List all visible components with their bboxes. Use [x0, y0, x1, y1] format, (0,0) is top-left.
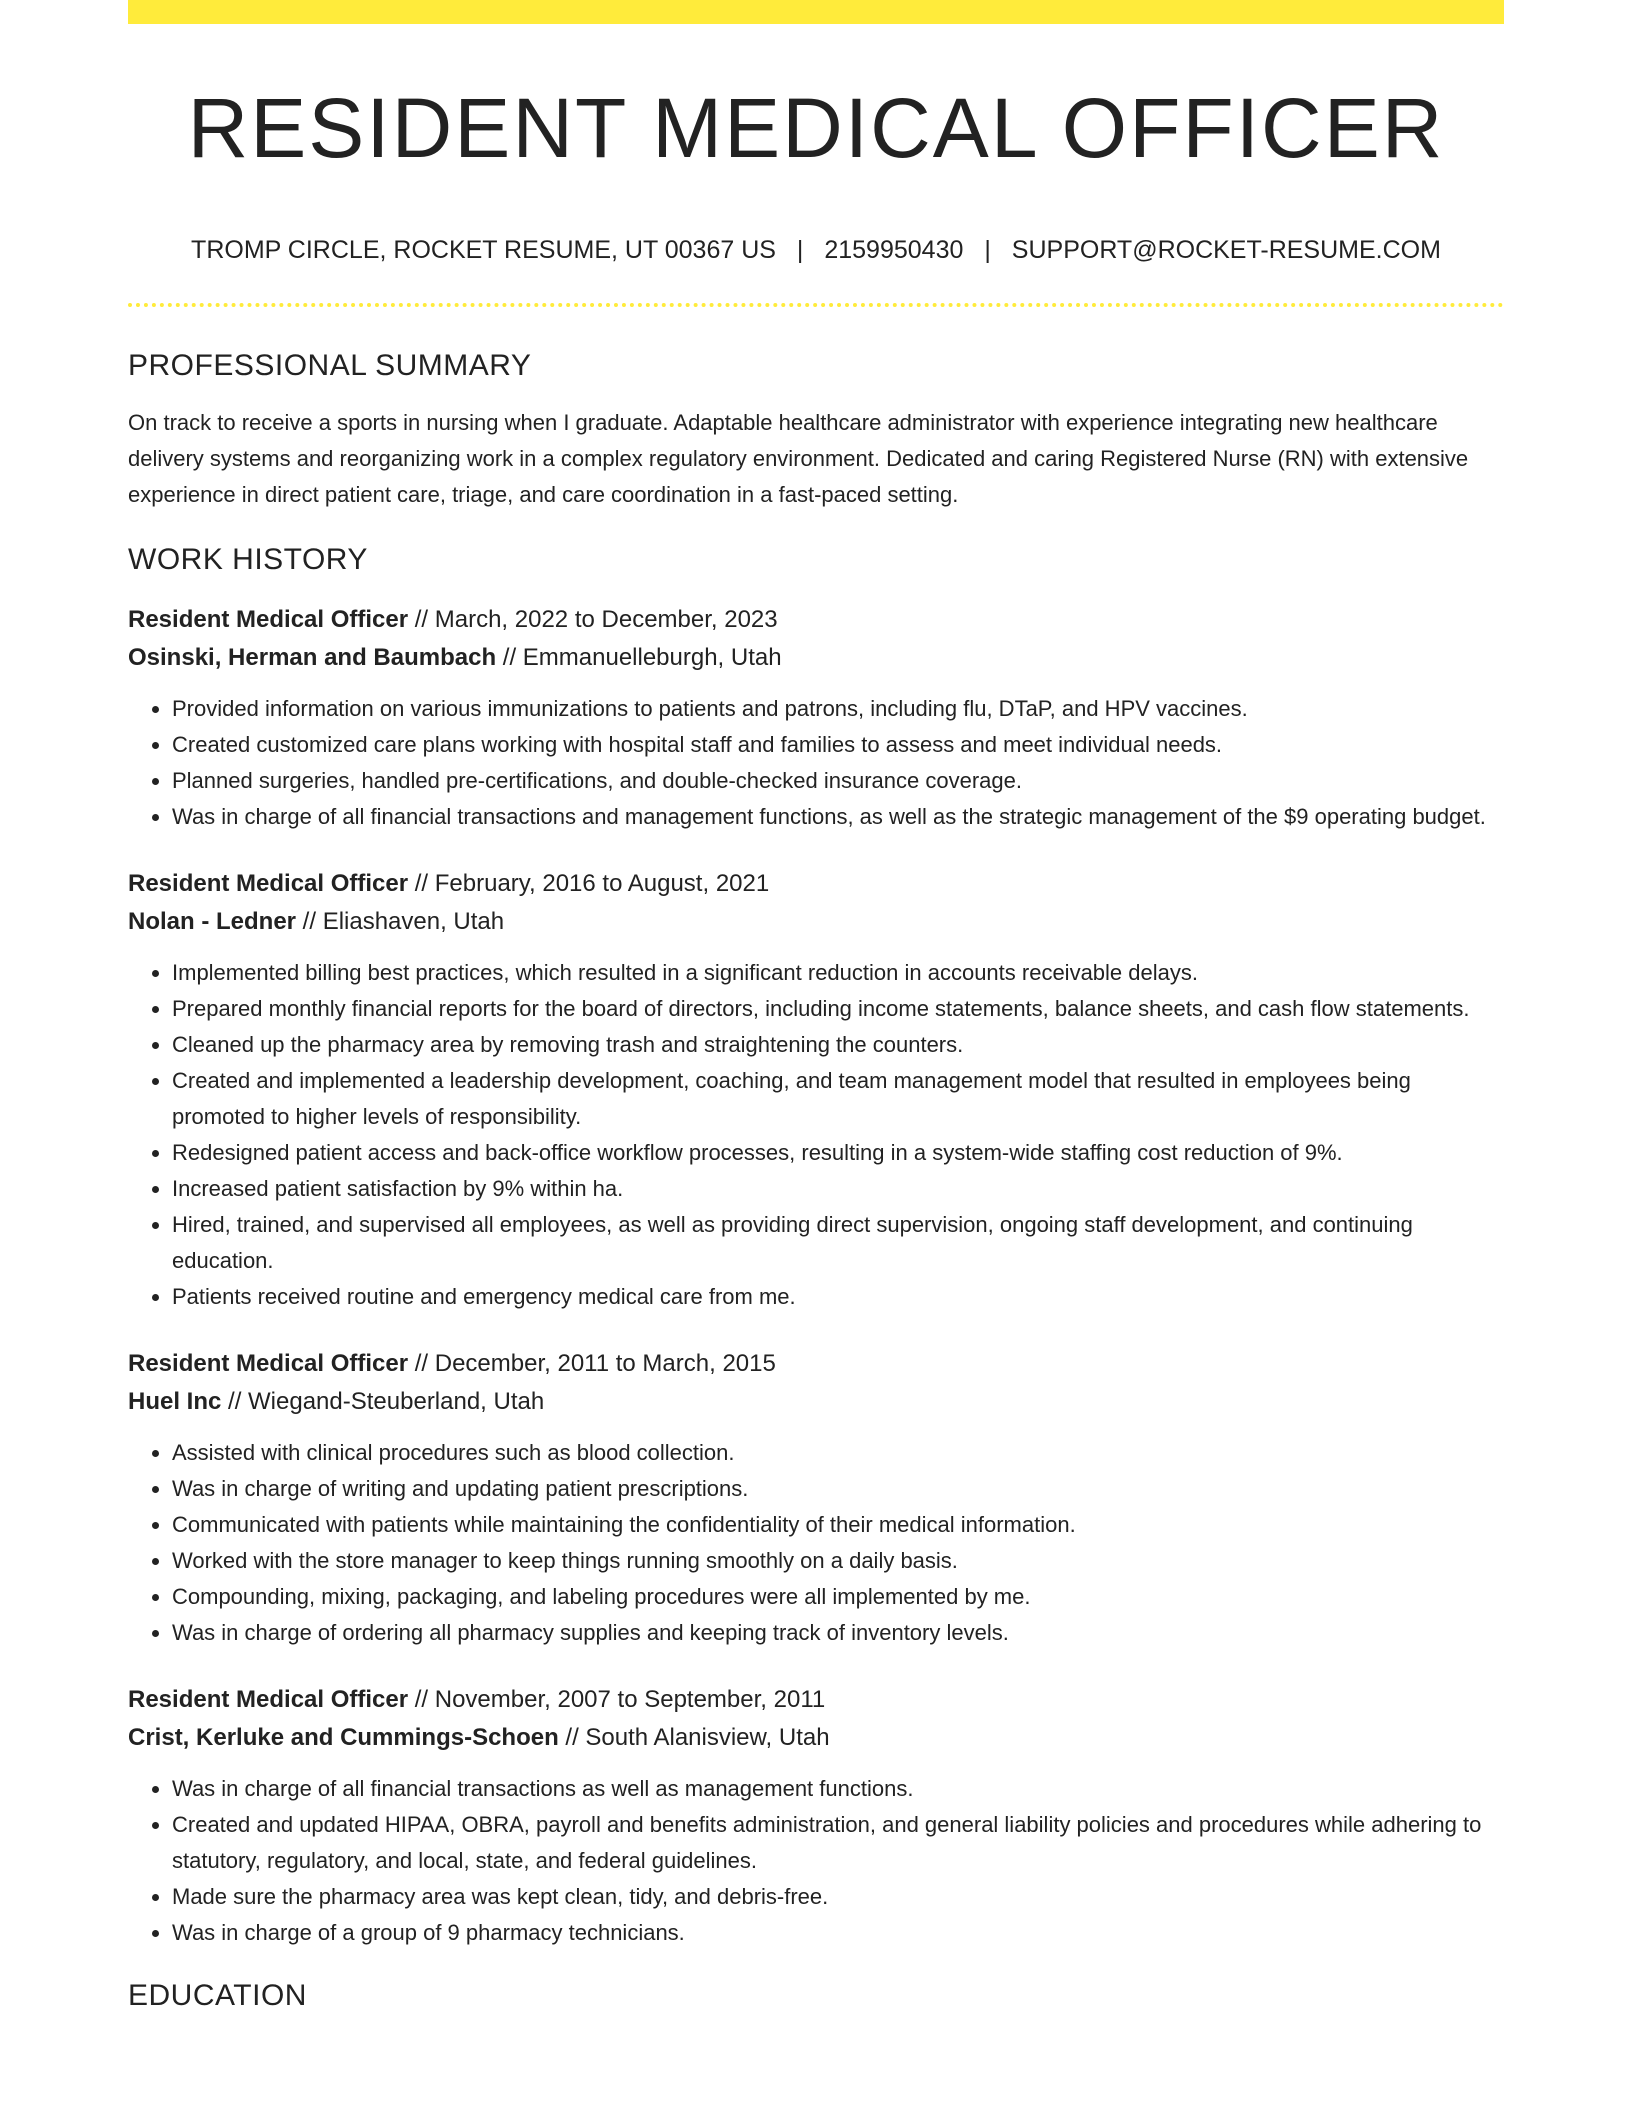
job-entry: [128, 601, 1504, 835]
job-location: // Emmanuelleburgh, Utah: [496, 644, 782, 671]
job-entry: [128, 1681, 1504, 1951]
job-bullet: • Implemented billing best practices, which resulted in a significant reduction in accounts receivable delays.: [172, 955, 1504, 991]
job-bullet: • Created customized care plans working with hospital staff and families to assess and meet individual needs.: [172, 727, 1504, 763]
job-bullet: • Was in charge of a group of 9 pharmacy technicians.: [172, 1915, 1504, 1951]
summary-text: On track to receive a sports in nursing when I graduate. Adaptable healthcare administrator with experience integrating new healthcare delivery systems and reorganizing work in a complex regulatory environment. Dedicated and caring Registered Nurse (RN) with extensive experience in direct patient care, triage, and care coordination in a fast-paced setting.: [128, 410, 1469, 507]
resume-title: RESIDENT MEDICAL OFFICER: [187, 81, 1445, 175]
job-bullet: • Created and implemented a leadership development, coaching, and team management model that resulted in employees being promoted to higher levels of responsibility.: [172, 1063, 1504, 1135]
contact-separator: |: [796, 236, 804, 264]
job-bullet: • Provided information on various immunizations to patients and patrons, including flu, DTaP, and HPV vaccines.: [172, 691, 1504, 727]
job-role: Resident Medical Officer: [128, 1350, 409, 1377]
job-dates: // December, 2011 to March, 2015: [408, 1350, 776, 1377]
job-bullet: • Was in charge of ordering all pharmacy supplies and keeping track of inventory levels.: [172, 1615, 1504, 1651]
job-title-line: [128, 865, 1504, 903]
job-bullet: • Cleaned up the pharmacy area by removing trash and straightening the counters.: [172, 1027, 1504, 1063]
job-role: Resident Medical Officer: [128, 606, 409, 633]
job-company-line: [128, 903, 1504, 941]
job-role: Resident Medical Officer: [128, 870, 409, 897]
job-location: // Eliashaven, Utah: [296, 908, 505, 935]
job-company-line: [128, 639, 1504, 677]
job-company: Nolan - Ledner: [128, 908, 297, 935]
job-bullet: • Patients received routine and emergency medical care from me.: [172, 1279, 1504, 1315]
contact-separator: |: [984, 236, 991, 264]
job-bullet: • Redesigned patient access and back-office workflow processes, resulting in a system-wide staffing cost reduction of 9%.: [172, 1135, 1504, 1171]
contact-email: SUPPORT@ROCKET-RESUME.COM: [1011, 236, 1441, 264]
job-role: Resident Medical Officer: [128, 1686, 409, 1713]
job-company-line: [128, 1719, 1504, 1757]
job-title-line: [128, 601, 1504, 639]
job-bullet-list: [128, 1435, 1504, 1651]
job-dates: // March, 2022 to December, 2023: [408, 606, 778, 633]
job-location: // South Alanisview, Utah: [558, 1724, 830, 1751]
job-entry: [128, 865, 1504, 1315]
contact-address: TROMP CIRCLE, ROCKET RESUME, UT 00367 US: [191, 236, 776, 264]
contact-line: [128, 238, 1504, 263]
summary-heading: PROFESSIONAL SUMMARY: [128, 349, 532, 382]
job-dates: // November, 2007 to September, 2011: [408, 1686, 826, 1713]
contact-phone: 2159950430: [824, 236, 964, 264]
job-bullet: • Was in charge of all financial transactions and management functions, as well as the strategic management of the $9 operating budget.: [172, 799, 1504, 835]
resume-page: [128, 0, 1504, 2011]
job-bullet-list: [128, 955, 1504, 1315]
job-bullet-list: [128, 1771, 1504, 1951]
job-dates: // February, 2016 to August, 2021: [408, 870, 770, 897]
job-bullet: • Communicated with patients while maintaining the confidentiality of their medical information.: [172, 1507, 1504, 1543]
job-bullet: • Planned surgeries, handled pre-certifications, and double-checked insurance coverage.: [172, 763, 1504, 799]
job-bullet: • Assisted with clinical procedures such as blood collection.: [172, 1435, 1504, 1471]
job-company: Huel Inc: [128, 1388, 222, 1415]
work-history-heading: WORK HISTORY: [128, 543, 368, 576]
job-bullet-list: [128, 691, 1504, 835]
job-bullet: • Created and updated HIPAA, OBRA, payroll and benefits administration, and general liability policies and procedures while adhering to statutory, regulatory, and local, state, and federal guidelines.: [172, 1807, 1504, 1879]
dotted-divider: [128, 303, 1504, 307]
education-heading: EDUCATION: [128, 1979, 307, 2012]
accent-bar: [128, 0, 1504, 24]
job-title-line: [128, 1345, 1504, 1383]
job-bullet: • Was in charge of all financial transactions as well as management functions.: [172, 1771, 1504, 1807]
job-title-line: [128, 1681, 1504, 1719]
job-entry: [128, 1345, 1504, 1651]
job-location: // Wiegand-Steuberland, Utah: [221, 1388, 545, 1415]
job-bullet: • Worked with the store manager to keep things running smoothly on a daily basis.: [172, 1543, 1504, 1579]
job-bullet: • Made sure the pharmacy area was kept clean, tidy, and debris-free.: [172, 1879, 1504, 1915]
job-bullet: • Prepared monthly financial reports for the board of directors, including income statements, balance sheets, and cash flow statements.: [172, 991, 1504, 1027]
job-company-line: [128, 1383, 1504, 1421]
job-company: Crist, Kerluke and Cummings-Schoen: [128, 1724, 559, 1751]
job-company: Osinski, Herman and Baumbach: [128, 644, 497, 671]
job-bullet: • Was in charge of writing and updating patient prescriptions.: [172, 1471, 1504, 1507]
job-bullet: • Increased patient satisfaction by 9% within ha.: [172, 1171, 1504, 1207]
job-bullet: • Compounding, mixing, packaging, and labeling procedures were all implemented by me.: [172, 1579, 1504, 1615]
job-bullet: • Hired, trained, and supervised all employees, as well as providing direct supervision, ongoing staff development, and continuing education.: [172, 1207, 1504, 1279]
work-history-list: [128, 601, 1504, 1951]
